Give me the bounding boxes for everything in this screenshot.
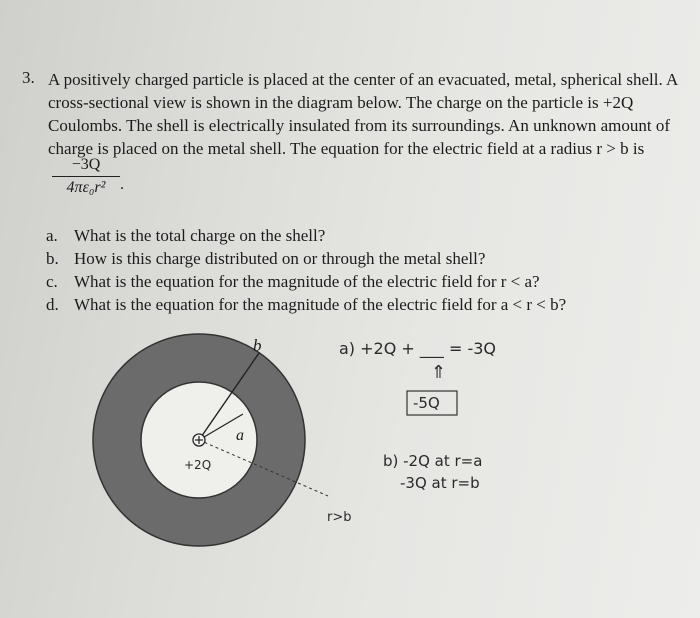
subquestion-text: What is the equation for the magnitude of the electric field for a < r < b? (74, 295, 567, 314)
label-a: a (236, 427, 244, 444)
equation-numerator: −3Q (71, 156, 101, 173)
problem-number: 3. (22, 68, 35, 87)
subquestion-letter: a. (46, 226, 58, 245)
subquestion-text: How is this charge distributed on or through the metal shell? (74, 249, 486, 268)
handwritten-equation-a: a) +2Q + ___ = -3Q (339, 339, 497, 358)
handwritten-answer-boxed: -5Q (413, 394, 440, 412)
statement-line-1: A positively charged particle is placed at the center of an evacuated, metal, spherical shell. A (48, 70, 679, 89)
subquestion-letter: c. (46, 272, 58, 291)
equation-denominator: 4πε₀r² (66, 179, 106, 196)
statement-line-2: cross-sectional view is shown in the diagram below. The charge on the particle is +2Q (48, 93, 634, 112)
equation-period: . (120, 176, 124, 193)
subquestion-letter: b. (46, 249, 59, 268)
statement-line-3: Coulombs. The shell is electrically insulated from its surroundings. An unknown amount of (48, 116, 671, 135)
label-r-gt-b: r>b (327, 510, 352, 525)
subquestion-text: What is the total charge on the shell? (74, 226, 326, 245)
handwritten-arrow: ⇑ (431, 362, 447, 383)
label-b: b (253, 336, 262, 355)
statement-line-4: charge is placed on the metal shell. The equation for the electric field at a radius r > b is (48, 139, 645, 158)
handwritten-answer-b-line1: b) -2Q at r=a (383, 452, 483, 470)
subquestion-text: What is the equation for the magnitude of the electric field for r < a? (74, 272, 540, 291)
handwritten-answer-b-line2: -3Q at r=b (400, 474, 480, 492)
label-center-charge: +2Q (184, 458, 212, 472)
subquestion-letter: d. (46, 295, 59, 314)
